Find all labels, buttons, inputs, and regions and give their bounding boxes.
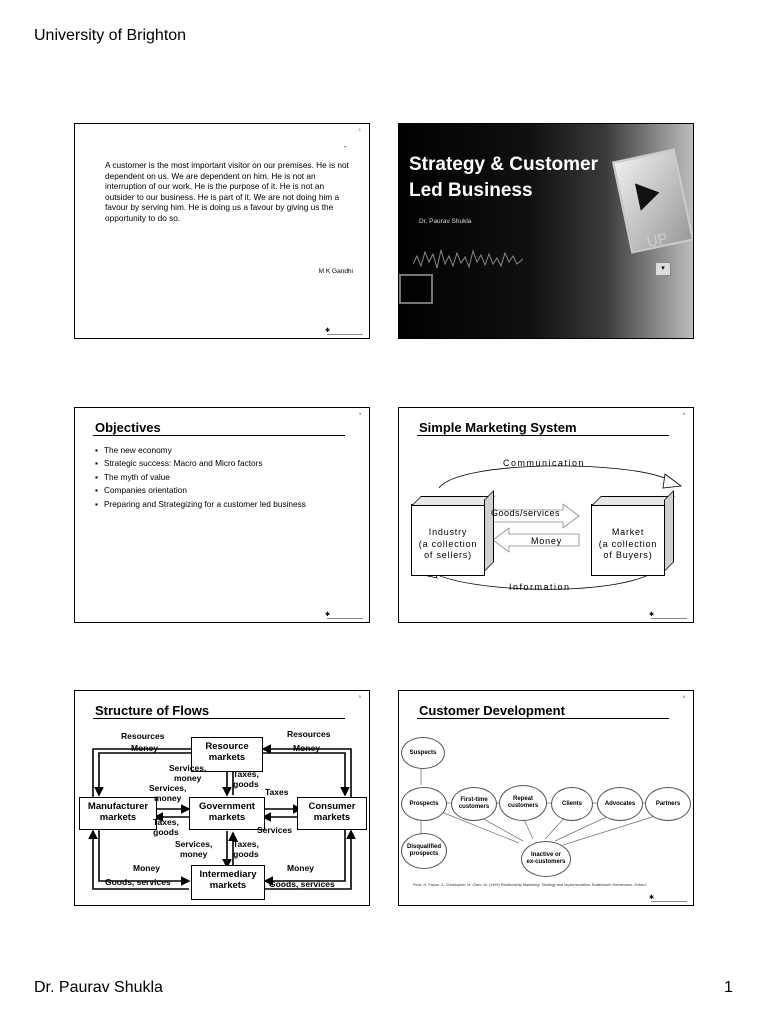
slide-number: 4 [682,411,685,416]
label-line: goods [153,827,179,837]
industry-text [412,527,484,562]
suspects-node: Suspects [401,737,445,769]
slide-footer-logo: ✱ [325,328,365,336]
disqualified-prospects-node [401,833,447,869]
box-line: Consumer [308,801,356,812]
title-line-1: Strategy & Customer [409,154,598,175]
label-line: goods [233,849,259,859]
goods-services-label: Goods/services [491,508,561,518]
node-line: customers [458,804,490,810]
repeat-customers-node [499,785,547,821]
label-line: goods [233,779,259,789]
list-item: ▪ Companies orientation [95,484,306,497]
taxes-right-label: Taxes [265,787,289,797]
node-line: Disqualified [406,844,441,850]
government-markets-box [189,797,265,830]
inactive-customers-node [521,841,571,877]
box-line: Government [199,801,255,812]
market-line: of Buyers) [603,550,653,560]
box-line: markets [208,752,246,763]
box-line: Manufacturer [87,801,149,812]
box-line: markets [313,812,351,823]
list-item: ▪ Preparing and Strategizing for a customer led business [95,498,306,511]
list-item: ▪ The new economy [95,444,306,457]
taxes-goods-label [233,769,259,789]
slide-marketing-system [398,407,694,623]
node-line: Repeat [512,796,533,802]
resources-right-label: Resources [287,729,331,739]
market-line: (a collection [598,538,658,549]
label-line: money [153,793,182,803]
services-money-label [169,763,206,783]
list-item: ▪ Strategic success: Macro and Micro factors [95,457,306,470]
objectives-list [95,444,306,511]
industry-box [411,504,485,576]
communication-label: Communication [503,458,586,468]
page-header: University of Brighton [34,27,187,44]
slide-number: 3 [358,411,361,416]
money-left-bottom-label: Money [133,863,160,873]
market-text [592,527,664,562]
advocates-node: Advocates [597,787,643,821]
footer-author: Dr. Paurav Shukla [34,979,163,996]
slide-footer-logo: ✱ [649,612,689,620]
first-time-customers-node [451,787,497,821]
market-line: Market [611,527,645,537]
intermediary-markets-box [191,865,265,900]
page-number: 1 [724,979,733,996]
waveform-graphic [413,244,523,274]
box-line: markets [209,880,247,891]
slide-number: 6 [682,694,685,699]
label-line: Services, [175,839,213,849]
services-right-label: Services [257,825,292,835]
label-line: Services, [149,783,187,793]
slide-objectives [74,407,370,623]
node-line: First-time [460,797,488,803]
box-line: markets [208,812,246,823]
quote-text: A customer is the most important visitor on our premises. He is not dependent on us. We are dependent on him. He is not an interruption of our work. He is the purpose of it. He is not an outsider to our business. He is part of it. We are not doing him a favour by serving him. He is doing us a favour by giving us the opportunity to do so. [105,160,349,223]
list-item: ▪ The myth of value [95,471,306,484]
label-line: Taxes, [233,769,259,779]
goods-services-right-label: Goods, services [269,879,335,889]
node-line: ex-customers [526,859,566,865]
box-line: Resource [205,741,249,752]
slide-heading: Structure of Flows [95,703,210,718]
box-line: markets [99,812,137,823]
clients-node: Clients [551,787,593,821]
slide-customer-development [398,690,694,906]
slide-heading: Customer Development [419,703,565,718]
industry-line: Industry [428,527,468,537]
manufacturer-markets-box [79,797,157,830]
resources-left-label: Resources [121,731,165,741]
quote-author: M K Gandhi [318,268,353,275]
goods-services-left-label: Goods, services [105,877,171,887]
slide-title-text [409,152,649,204]
label-line: Taxes, [233,839,259,849]
slide-footer-logo: ✱ [325,612,365,620]
partners-node: Partners [645,787,691,821]
industry-line: (a collection [418,538,478,549]
reference-citation: Peck, H. Payne, A. Christopher, M. Clark, M. (1999) Relationship Marketing: Strategy and Implementation, Butterworth Heinemann: Oxford. [413,883,647,887]
services-money-label [149,783,186,803]
slide-number: 1 [358,127,361,132]
information-label: Information [509,582,571,592]
money-label: Money [531,536,563,546]
node-line: customers [507,803,539,809]
slide-footer-logo: ✱ [649,895,689,903]
slide-structure-of-flows [74,690,370,906]
services-money-label [175,839,212,859]
box-line: Intermediary [199,869,257,880]
money-right-bottom-label: Money [287,863,314,873]
money-left-top-label: Money [131,743,158,753]
label-line: money [179,849,208,859]
title-underline [93,435,345,436]
slide-quote [74,123,370,339]
title-line-2: Led Business [409,180,533,201]
label-line: Services, [169,763,207,773]
label-line: Taxes, [153,817,179,827]
slide-heading: Objectives [95,420,161,435]
slide-title [398,123,694,339]
decorative-frame [399,274,433,304]
slide-number: 5 [358,694,361,699]
taxes-goods-label [153,817,179,837]
market-box [591,504,665,576]
node-line: Inactive or [530,852,561,858]
taxes-goods-label [233,839,259,859]
money-right-top-label: Money [293,743,320,753]
prospects-node: Prospects [401,787,447,821]
down-arrow-icon: ▾ [655,262,671,276]
slide-subtitle: Dr. Paurav Shukla [419,218,472,225]
tick-mark: ⌐ [344,144,347,150]
node-line: prospects [409,851,439,857]
label-line: money [173,773,202,783]
up-label: UP [645,230,670,251]
slide-heading: Simple Marketing System [419,420,577,435]
industry-line: of sellers) [424,550,472,560]
consumer-markets-box [297,797,367,830]
